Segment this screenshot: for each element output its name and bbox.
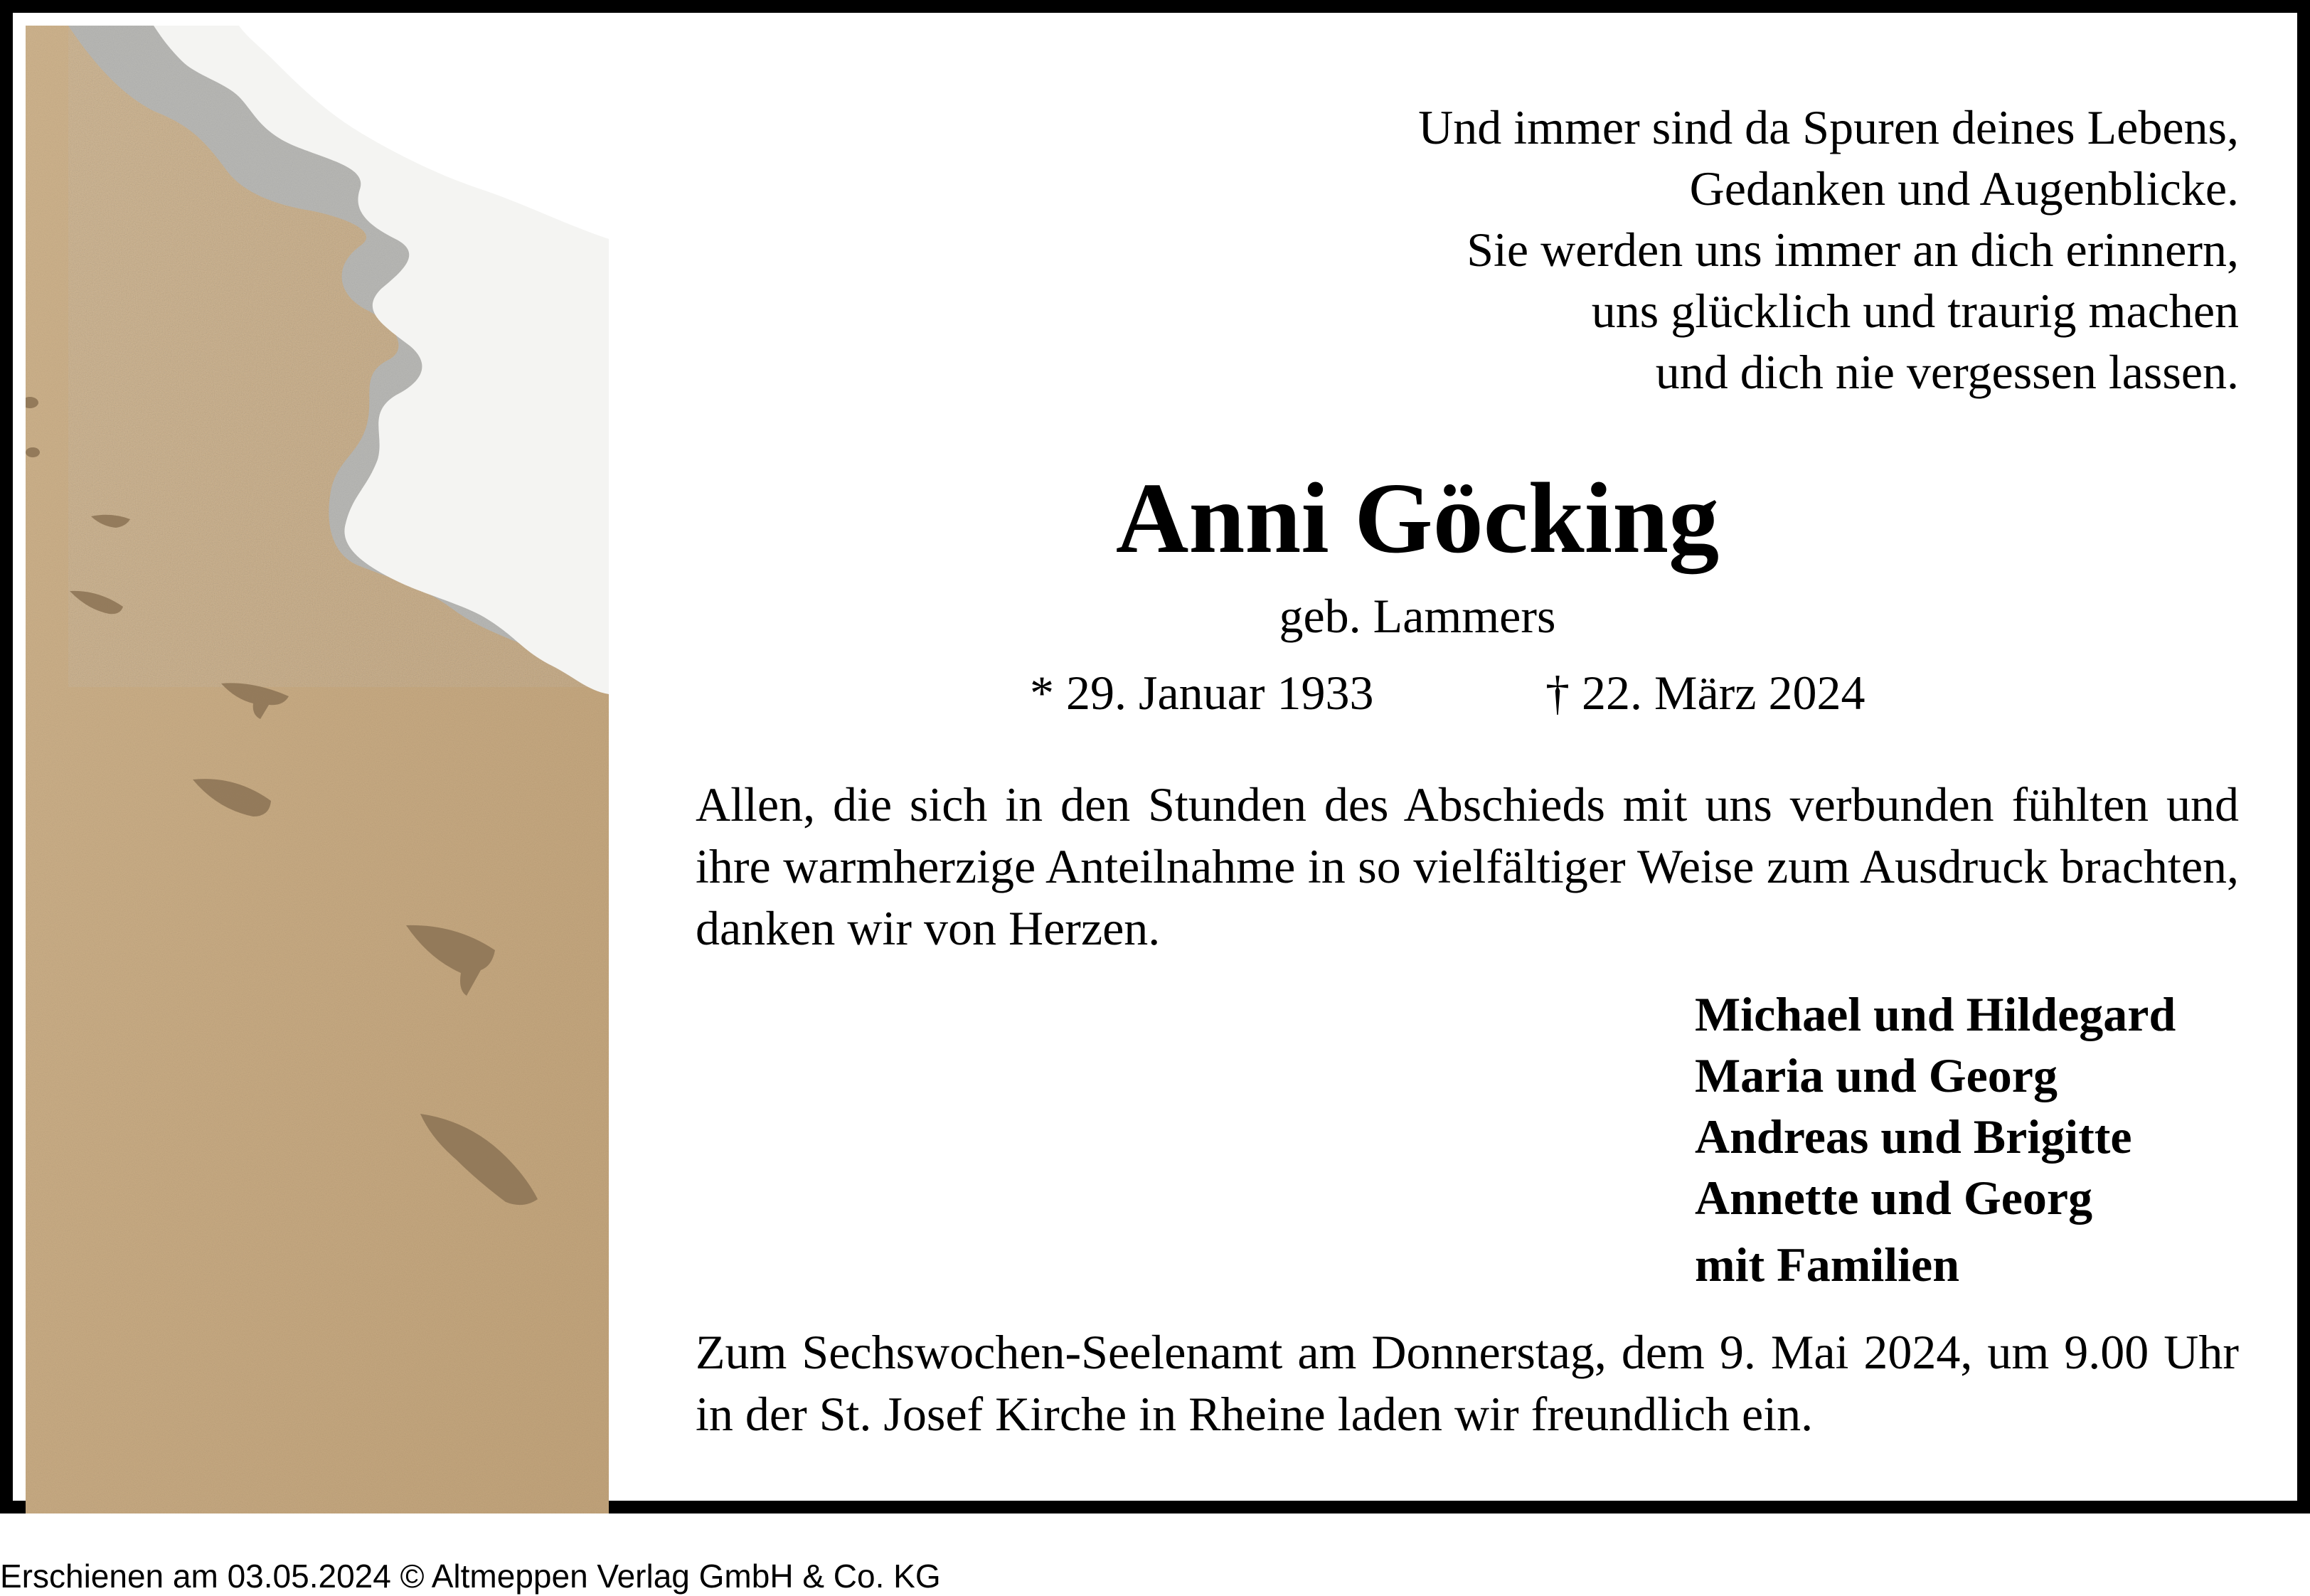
- family-line: Maria und Georg: [1695, 1048, 2058, 1102]
- family-line: Andreas und Brigitte: [1695, 1110, 2132, 1164]
- family-line: Michael und Hildegard: [1695, 987, 2176, 1041]
- birth-date: * 29. Januar 1933: [1030, 666, 1374, 720]
- poem-line: und dich nie vergessen lassen.: [1655, 345, 2239, 399]
- family-line: Annette und Georg: [1695, 1171, 2093, 1225]
- notice-text-area: [696, 13, 2239, 1526]
- service-announcement: Zum Sechswochen-Seelenamt am Donnerstag, dem 9. Mai 2024, um 9.00 Uhr in der St. Josef Kirche in Rheine laden wir freundlich ein.: [696, 1325, 2239, 1441]
- poem-line: uns glücklich und traurig machen: [1591, 284, 2239, 338]
- death-date: † 22. März 2024: [1545, 666, 1865, 720]
- maiden-name: geb. Lammers: [1279, 589, 1556, 643]
- beach-footprints-photo: [26, 26, 609, 1513]
- family-line: mit Familien: [1695, 1238, 1960, 1292]
- family-signatures: [1695, 984, 2176, 1295]
- poem-line: Gedanken und Augenblicke.: [1689, 161, 2239, 216]
- memorial-poem: [1418, 97, 2239, 403]
- poem-line: Sie werden uns immer an dich erinnern,: [1467, 223, 2239, 277]
- poem-line: Und immer sind da Spuren deines Lebens,: [1418, 100, 2239, 154]
- publication-footer: Erschienen am 03.05.2024 © Altmeppen Verlag GmbH & Co. KG: [0, 1558, 941, 1595]
- thanks-paragraph: Allen, die sich in den Stunden des Abschieds mit uns verbunden fühlten und ihre warmherzige Anteilnahme in so vielfältiger Weise zum Ausdruck brachten, danken wir von Herzen.: [696, 777, 2239, 955]
- deceased-name: Anni Göcking: [1115, 462, 1720, 574]
